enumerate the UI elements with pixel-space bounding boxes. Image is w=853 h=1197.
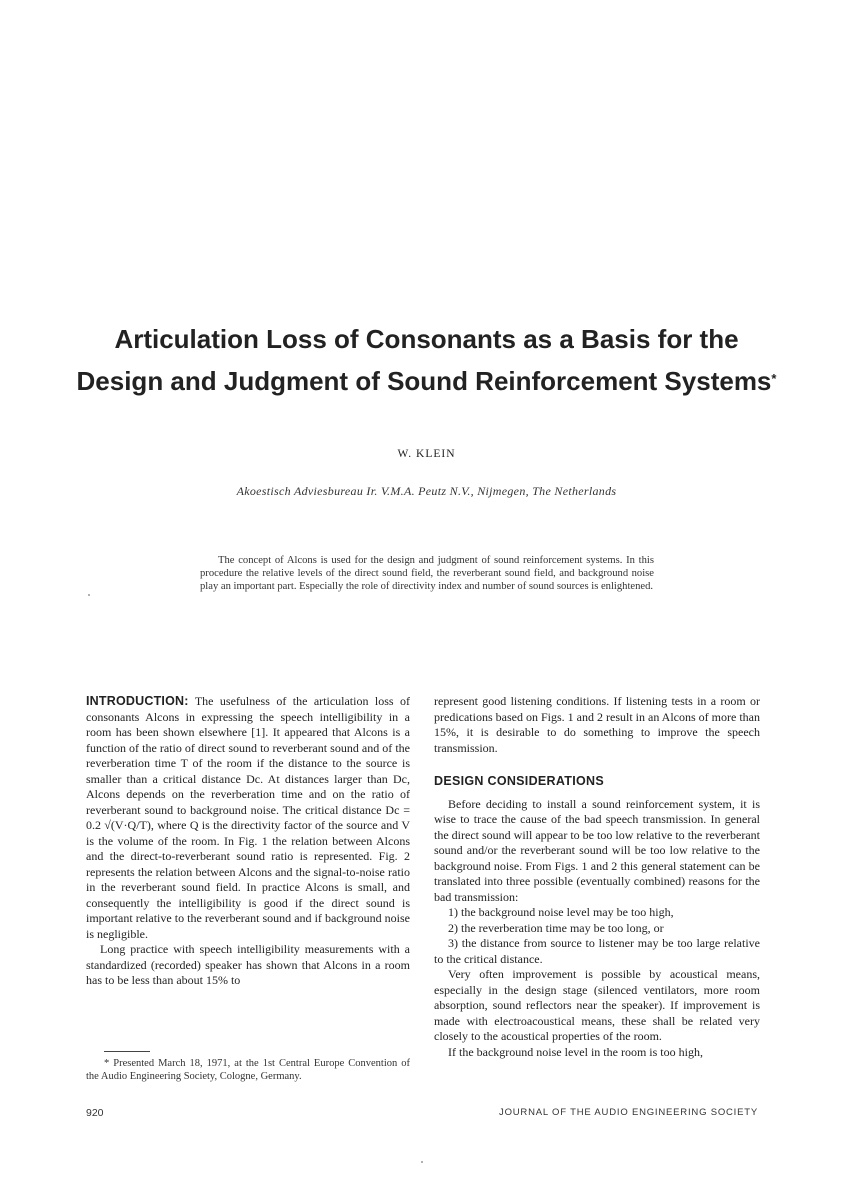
intro-heading: INTRODUCTION: — [86, 694, 189, 708]
title-footnote-mark: * — [771, 371, 777, 386]
abstract: The concept of Alcons is used for the design and judgment of sound reinforcement systems. In this procedure the relative levels of the direct sound field, the reverberant sound field, and background noise play an important part. Especially the role of directivity index and number of sound sources is enlightened. — [200, 555, 654, 592]
footnote: * Presented March 18, 1971, at the 1st Central Europe Convention of the Audio Engineering Society, Cologne, Germany. — [86, 1058, 410, 1082]
footnote-rule — [104, 1051, 150, 1052]
design-considerations-heading: DESIGN CONSIDERATIONS — [434, 774, 604, 788]
list-item: 2) the reverberation time may be too long, or — [448, 920, 664, 935]
intro-paragraph — [86, 694, 410, 942]
list-item: 1) the background noise level may be too high, — [448, 905, 674, 919]
continued-paragraph: represent good listening conditions. If listening tests in a room or predications based on Figs. 1 and 2 result in an Alcons of more than 15%, it is desirable to do something to improve the speech transmission. — [434, 694, 760, 755]
author-affiliation: Akoestisch Adviesbureau Ir. V.M.A. Peutz N.V., Nijmegen, The Netherlands — [236, 484, 617, 498]
design-paragraph-3: If the background noise level in the room is too high, — [448, 1044, 703, 1059]
list-item: 3) the distance from source to listener may be too large relative to the critical distance. — [434, 936, 760, 966]
journal-name: JOURNAL OF THE AUDIO ENGINEERING SOCIETY — [499, 1107, 758, 1118]
scan-speck — [88, 594, 90, 596]
reasons-list — [434, 905, 760, 967]
page-number: 920 — [86, 1107, 104, 1119]
author-name: W. KLEIN — [397, 448, 456, 460]
title-line-2-text: Design and Judgment of Sound Reinforcement Systems — [76, 366, 772, 396]
left-column — [86, 694, 410, 989]
title-line-2 — [0, 360, 853, 402]
intro-paragraph-2: Long practice with speech intelligibility measurements with a standardized (recorded) speaker has shown that Alcons in a room has to be less than about 15% to — [86, 942, 410, 987]
article-title — [0, 318, 853, 402]
title-line-1: Articulation Loss of Consonants as a Basis for the — [114, 324, 739, 354]
design-paragraph-2: Very often improvement is possible by acoustical means, especially in the design stage (silenced ventilators, more room absorption, sound reflectors near the speaker). If improvement is made with electroacoustical means, these shall be related very closely to the acoustical properties of the room. — [434, 967, 760, 1043]
scan-speck — [421, 1161, 423, 1163]
intro-text: The usefulness of the articulation loss of consonants Alcons in expressing the speech intelligibility in a room has been shown elsewhere [1]. It appeared that Alcons is a function of the ratio of direct sound to reverberant sound and of the reverberation time T of the room if the distance to the source is smaller than a critical distance Dc. At distances larger than Dc, Alcons depends on the reverberation time and on the ratio of reverberant sound to background noise. The critical distance Dc = 0.2 √(V·Q/T), where Q is the directivity factor of the source and V is the volume of the room. In Fig. 1 the relation between Alcons and the direct-to-reverberant sound ratio is represented. Fig. 2 represents the relation between Alcons and the signal-to-noise ratio in the reverberant sound field. In practice Alcons is small, and consequently the intelligibility is good if the direct sound is important relative to the reverberant sound and if background noise is negligible. — [86, 694, 410, 941]
design-paragraph-1: Before deciding to install a sound reinforcement system, it is wise to trace the cause of the bad speech transmission. In general the direct sound will appear to be too low relative to the reverberant sound and/or the reverberant sound will be too low relative to the background noise. From Figs. 1 and 2 this general statement can be translated into three possible (eventually combined) reasons for the bad transmission: — [434, 796, 760, 904]
right-column — [434, 694, 760, 1060]
